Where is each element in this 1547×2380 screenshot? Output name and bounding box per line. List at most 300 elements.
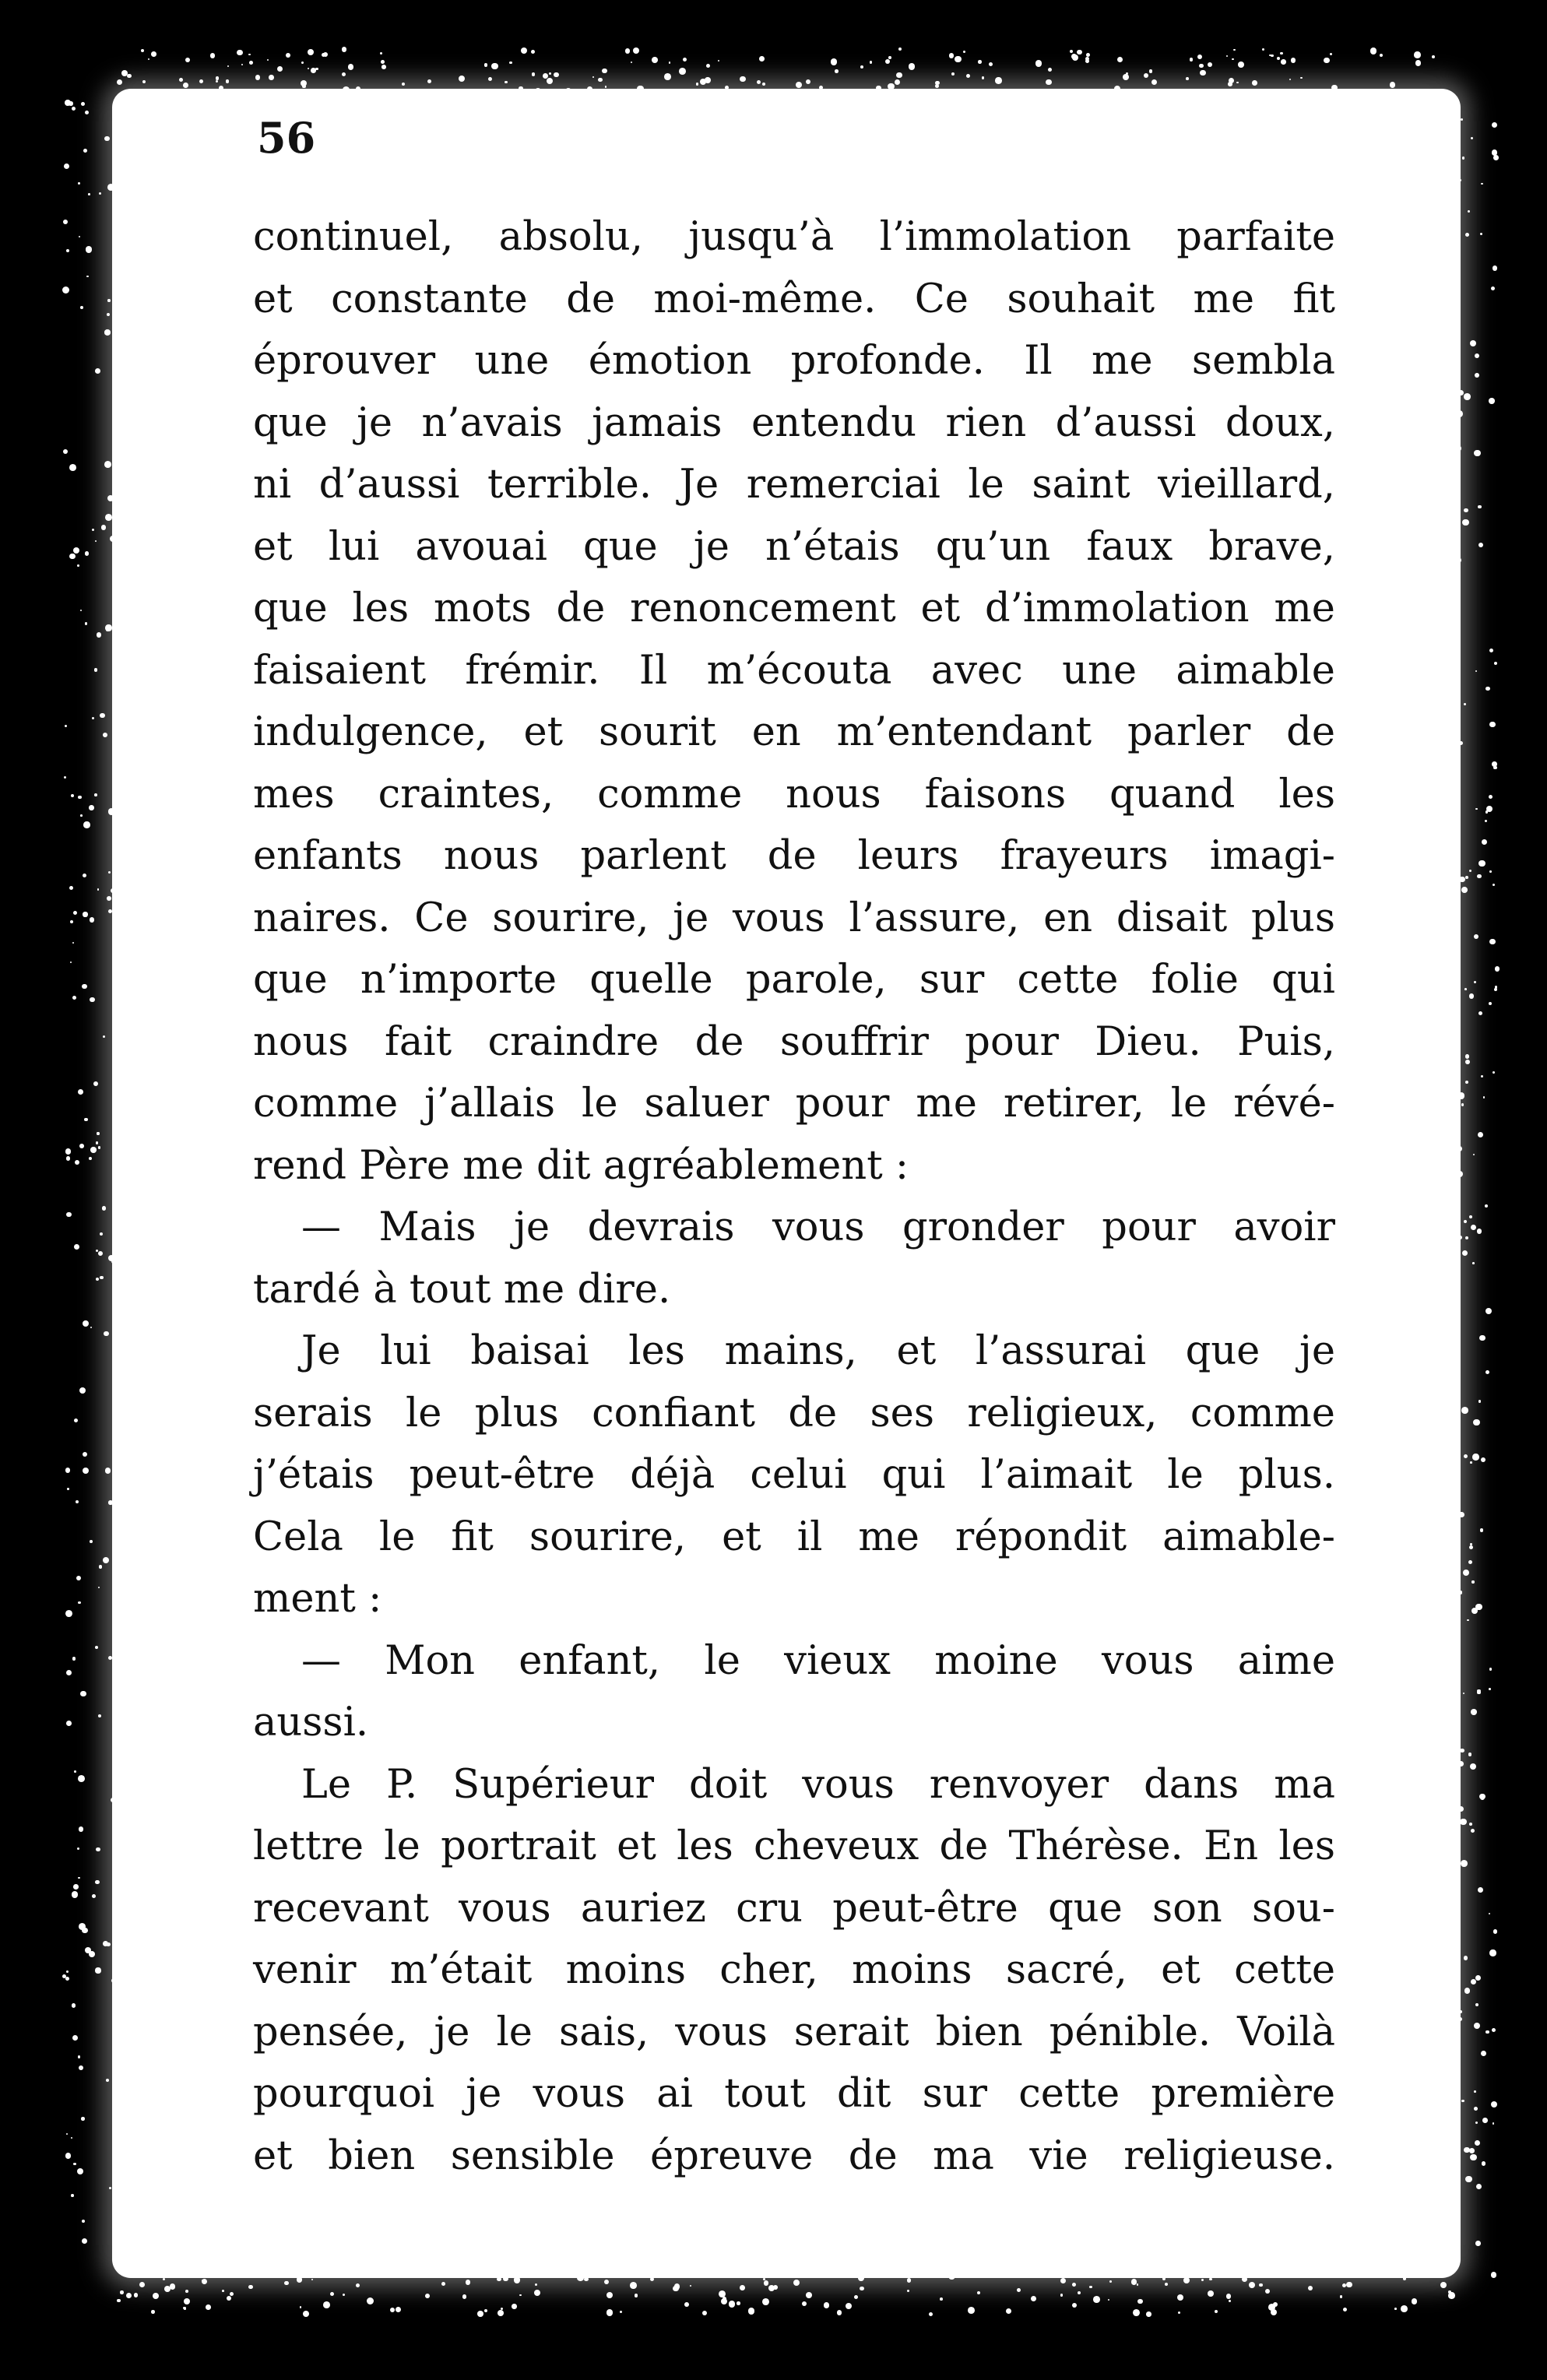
edge-speck	[1475, 1975, 1481, 1981]
edge-speck	[69, 554, 75, 559]
edge-speck	[179, 78, 183, 82]
edge-speck	[1489, 1002, 1492, 1005]
edge-speck	[1492, 2028, 1496, 2032]
edge-speck	[66, 1212, 72, 1218]
edge-speck	[1485, 810, 1488, 813]
edge-speck	[396, 2307, 401, 2312]
edge-speck	[683, 58, 687, 62]
edge-speck	[1238, 62, 1244, 68]
edge-speck	[1489, 1688, 1491, 1690]
edge-speck	[107, 495, 114, 501]
edge-speck	[1491, 2272, 1497, 2278]
edge-speck	[1469, 1215, 1472, 1218]
edge-speck	[1006, 2308, 1011, 2314]
edge-speck	[1070, 50, 1073, 53]
edge-speck	[101, 525, 106, 529]
page-number: 56	[257, 113, 316, 163]
text-line: ni d’aussi terrible. Je remerciai le saint vieillard,	[253, 462, 1335, 508]
edge-speck	[1459, 179, 1461, 181]
edge-speck	[148, 58, 149, 60]
edge-speck	[1493, 1929, 1497, 1933]
edge-speck	[1468, 1560, 1472, 1564]
edge-speck	[216, 76, 219, 79]
edge-speck	[80, 610, 82, 611]
edge-speck	[230, 2292, 234, 2296]
edge-speck	[1461, 887, 1468, 893]
edge-speck	[104, 1331, 108, 1336]
edge-speck	[858, 2275, 864, 2281]
text-line: naires. Ce sourire, je vous l’assure, en disait plus	[253, 895, 1335, 941]
edge-speck	[104, 136, 109, 141]
edge-speck	[824, 2302, 830, 2308]
edge-speck	[86, 276, 89, 278]
edge-speck	[1183, 2277, 1190, 2283]
edge-speck	[1457, 301, 1461, 304]
edge-speck	[286, 53, 290, 58]
edge-speck	[1489, 398, 1495, 404]
edge-speck	[1144, 73, 1148, 78]
edge-speck	[907, 2290, 909, 2292]
edge-speck	[142, 80, 146, 83]
edge-speck	[625, 48, 630, 53]
edge-speck	[80, 306, 83, 309]
edge-speck	[1465, 1060, 1470, 1064]
edge-speck	[535, 2283, 537, 2286]
edge-speck	[497, 2277, 501, 2282]
edge-speck	[1475, 2003, 1478, 2006]
edge-speck	[1475, 1604, 1482, 1610]
edge-speck	[90, 1327, 92, 1328]
body-text	[253, 206, 1335, 2187]
edge-speck	[484, 2309, 487, 2312]
edge-speck	[1370, 47, 1377, 54]
edge-speck	[1469, 870, 1471, 872]
text-line: mes craintes, comme nous faisons quand les	[253, 771, 1335, 817]
edge-speck	[1489, 722, 1495, 727]
edge-speck	[108, 871, 111, 874]
edge-speck	[477, 2311, 483, 2317]
edge-speck	[267, 59, 269, 61]
edge-speck	[95, 368, 100, 374]
edge-speck	[1197, 54, 1202, 59]
edge-speck	[1464, 988, 1467, 990]
edge-speck	[773, 2285, 778, 2290]
edge-speck	[1474, 2107, 1478, 2111]
edge-speck	[831, 58, 838, 65]
edge-speck	[269, 75, 273, 79]
edge-speck	[1471, 1580, 1474, 1583]
text-line: que les mots de renoncement et d’immolation me	[253, 585, 1335, 631]
edge-speck	[72, 996, 76, 1000]
edge-speck	[255, 75, 260, 79]
edge-speck	[71, 2137, 72, 2139]
edge-speck	[1440, 2282, 1447, 2289]
edge-speck	[107, 313, 110, 316]
edge-speck	[83, 821, 90, 828]
edge-speck	[77, 2168, 83, 2174]
edge-speck	[966, 74, 970, 78]
edge-speck	[86, 246, 93, 253]
edge-speck	[948, 2273, 955, 2280]
edge-speck	[65, 1610, 72, 1617]
edge-speck	[111, 1978, 116, 1983]
edge-speck	[1495, 986, 1497, 988]
edge-speck	[92, 529, 95, 532]
edge-speck	[249, 61, 253, 65]
edge-speck	[315, 68, 318, 71]
edge-speck	[554, 72, 558, 77]
edge-speck	[1456, 1107, 1461, 1113]
edge-speck	[982, 76, 985, 79]
edge-speck	[501, 2308, 503, 2310]
edge-speck	[684, 2302, 689, 2307]
edge-speck	[951, 72, 955, 76]
edge-speck	[1262, 48, 1265, 51]
edge-speck	[206, 2304, 211, 2310]
edge-speck	[1465, 233, 1469, 237]
edge-speck	[90, 917, 94, 922]
edge-speck	[82, 984, 87, 990]
edge-speck	[1489, 795, 1493, 799]
edge-speck	[1456, 410, 1463, 417]
edge-speck	[484, 63, 488, 67]
edge-speck	[995, 77, 1002, 84]
text-line: comme j’allais le saluer pour me retirer, le révé-	[253, 1081, 1335, 1127]
edge-speck	[66, 1970, 69, 1973]
edge-speck	[1462, 519, 1468, 526]
edge-speck	[160, 2276, 161, 2278]
edge-speck	[104, 329, 110, 335]
edge-speck	[78, 2055, 80, 2058]
edge-speck	[70, 961, 72, 964]
edge-speck	[757, 80, 761, 84]
edge-speck	[83, 149, 87, 153]
edge-speck	[92, 717, 94, 719]
edge-speck	[1457, 1146, 1462, 1151]
edge-speck	[99, 1565, 103, 1569]
text-line: Cela le fit sourire, et il me répondit aimable-	[253, 1513, 1335, 1560]
edge-speck	[1493, 2122, 1494, 2124]
edge-speck	[76, 1500, 79, 1503]
edge-speck	[90, 1147, 97, 1153]
edge-speck	[97, 888, 99, 890]
text-line: que je n’avais jamais entendu rien d’aussi doux,	[253, 399, 1335, 446]
edge-speck	[103, 733, 107, 737]
edge-speck	[367, 2297, 374, 2304]
edge-speck	[356, 86, 360, 91]
edge-speck	[793, 2280, 800, 2286]
edge-speck	[1491, 287, 1495, 290]
edge-speck	[519, 2294, 521, 2296]
edge-speck	[85, 111, 89, 114]
edge-speck	[1494, 988, 1497, 991]
edge-speck	[1089, 2286, 1092, 2289]
edge-speck	[1461, 1407, 1468, 1414]
edge-speck	[521, 47, 527, 54]
edge-speck	[77, 1847, 79, 1850]
edge-speck	[79, 1144, 84, 1148]
edge-speck	[1060, 2278, 1066, 2283]
edge-speck	[241, 64, 243, 65]
edge-speck	[606, 2292, 613, 2298]
edge-speck	[96, 1141, 98, 1144]
edge-speck	[514, 2276, 521, 2283]
edge-speck	[202, 2280, 204, 2282]
edge-speck	[75, 1160, 80, 1165]
text-line: continuel, absolu, jusqu’à l’immolation parfaite	[253, 214, 1335, 260]
edge-speck	[1464, 1454, 1468, 1458]
edge-speck	[1479, 1794, 1485, 1800]
edge-speck	[898, 47, 902, 51]
edge-speck	[532, 72, 535, 76]
edge-speck	[69, 464, 76, 471]
edge-speck	[835, 69, 839, 73]
edge-speck	[103, 1035, 105, 1038]
edge-speck	[592, 76, 594, 78]
edge-speck	[1340, 2295, 1343, 2298]
edge-speck	[1031, 2296, 1037, 2302]
edge-speck	[935, 81, 940, 86]
edge-speck	[120, 2290, 124, 2294]
text-line: Le P. Supérieur doit vous renvoyer dans ma	[301, 1761, 1335, 1808]
edge-speck	[1465, 1236, 1468, 1239]
edge-speck	[1414, 51, 1421, 58]
edge-speck	[1461, 1103, 1464, 1106]
edge-speck	[380, 52, 382, 54]
edge-speck	[184, 2298, 190, 2304]
edge-speck	[62, 287, 69, 294]
edge-speck	[100, 713, 104, 718]
edge-speck	[1493, 155, 1499, 160]
edge-speck	[1475, 2140, 1480, 2146]
edge-speck	[1401, 2305, 1408, 2312]
edge-speck	[1458, 1236, 1462, 1239]
edge-speck	[764, 2280, 768, 2285]
edge-speck	[602, 69, 607, 74]
edge-speck	[92, 1894, 96, 1898]
edge-speck	[1277, 57, 1280, 60]
edge-speck	[1146, 2311, 1151, 2316]
edge-speck	[1463, 1570, 1469, 1576]
edge-speck	[83, 912, 87, 916]
edge-speck	[1346, 2282, 1352, 2288]
edge-speck	[100, 1276, 103, 1279]
text-line: tardé à tout me dire.	[253, 1266, 671, 1313]
edge-speck	[1464, 1988, 1471, 1994]
edge-speck	[650, 2277, 654, 2281]
edge-speck	[1078, 2291, 1081, 2294]
edge-speck	[860, 65, 863, 69]
edge-speck	[284, 2281, 289, 2286]
edge-speck	[1481, 1075, 1483, 1078]
edge-speck	[1390, 82, 1396, 88]
edge-speck	[66, 1670, 72, 1675]
edge-speck	[940, 2297, 943, 2301]
edge-speck	[1464, 1956, 1468, 1960]
edge-speck	[806, 2292, 812, 2298]
edge-speck	[1077, 2273, 1081, 2277]
edge-speck	[1489, 649, 1493, 652]
edge-speck	[1471, 1709, 1477, 1715]
edge-speck	[1265, 2289, 1271, 2294]
edge-speck	[1060, 2294, 1063, 2296]
edge-speck	[108, 909, 112, 913]
edge-speck	[1458, 1512, 1464, 1518]
edge-speck	[85, 1947, 91, 1953]
edge-speck	[1475, 808, 1478, 810]
edge-speck	[303, 2311, 309, 2317]
edge-speck	[1289, 79, 1291, 80]
edge-speck	[664, 73, 671, 80]
edge-speck	[105, 624, 111, 631]
edge-speck	[1464, 703, 1466, 705]
edge-speck	[888, 83, 895, 90]
edge-speck	[762, 83, 766, 86]
edge-speck	[73, 547, 79, 554]
edge-speck	[1475, 353, 1479, 358]
edge-speck	[73, 911, 77, 915]
edge-speck	[94, 668, 98, 672]
edge-speck	[1178, 2311, 1180, 2314]
edge-speck	[1468, 1752, 1471, 1756]
edge-speck	[1177, 2294, 1184, 2301]
edge-speck	[72, 2035, 78, 2041]
edge-speck	[968, 2307, 975, 2314]
edge-speck	[390, 2308, 395, 2312]
text-line: lettre le portrait et les cheveux de Thérèse. En les	[253, 1823, 1335, 1869]
edge-speck	[1485, 820, 1487, 822]
edge-speck	[308, 49, 314, 55]
edge-speck	[696, 83, 699, 86]
edge-speck	[90, 1540, 93, 1543]
edge-speck	[1480, 1528, 1484, 1532]
edge-speck	[1330, 53, 1332, 55]
text-line: Je lui baisai les mains, et l’assurai que je	[301, 1328, 1335, 1374]
edge-speck	[78, 1775, 85, 1782]
edge-speck	[1331, 85, 1337, 90]
edge-speck	[1464, 393, 1471, 400]
edge-speck	[1469, 993, 1474, 998]
edge-speck	[83, 1468, 89, 1474]
edge-speck	[1109, 2280, 1113, 2283]
edge-speck	[1474, 2090, 1476, 2093]
edge-speck	[762, 2298, 769, 2305]
edge-speck	[1485, 1204, 1488, 1208]
edge-speck	[620, 2311, 622, 2313]
edge-speck	[1493, 265, 1497, 270]
edge-speck	[1117, 57, 1123, 62]
edge-speck	[718, 60, 719, 62]
edge-speck	[183, 2307, 185, 2309]
edge-speck	[1489, 1668, 1493, 1671]
edge-speck	[876, 86, 881, 91]
edge-speck	[690, 2285, 691, 2287]
edge-speck	[1461, 1860, 1468, 1867]
edge-speck	[83, 1320, 89, 1327]
edge-speck	[606, 2309, 614, 2316]
edge-speck	[105, 514, 112, 521]
edge-speck	[66, 1156, 70, 1160]
edge-speck	[1226, 2294, 1232, 2299]
text-line: indulgence, et sourit en m’entendant parler de	[253, 709, 1335, 755]
edge-speck	[498, 2310, 504, 2316]
edge-speck	[702, 2311, 707, 2315]
edge-speck	[85, 622, 87, 624]
edge-speck	[466, 2280, 471, 2285]
edge-speck	[1458, 1092, 1465, 1099]
edge-speck	[1460, 1819, 1467, 1826]
edge-speck	[1226, 55, 1229, 58]
edge-speck	[108, 808, 115, 815]
edge-speck	[330, 2292, 334, 2296]
edge-speck	[88, 193, 90, 195]
edge-speck	[1485, 1370, 1489, 1374]
edge-speck	[740, 2285, 745, 2290]
edge-speck	[1434, 2273, 1438, 2277]
edge-speck	[66, 249, 69, 252]
edge-speck	[1477, 874, 1482, 879]
edge-speck	[503, 2276, 508, 2281]
edge-speck	[1475, 373, 1479, 378]
edge-speck	[1492, 122, 1497, 128]
edge-speck	[343, 86, 350, 93]
edge-speck	[96, 1847, 100, 1851]
edge-speck	[577, 2274, 583, 2280]
edge-speck	[83, 1452, 87, 1457]
edge-speck	[1489, 939, 1496, 945]
edge-speck	[1280, 52, 1283, 55]
edge-speck	[78, 182, 80, 185]
edge-speck	[837, 2310, 842, 2315]
edge-speck	[85, 551, 89, 555]
edge-speck	[584, 2277, 589, 2282]
edge-speck	[71, 794, 74, 797]
edge-speck	[1200, 70, 1206, 76]
edge-speck	[1491, 2101, 1497, 2108]
edge-speck	[509, 62, 512, 64]
edge-speck	[1470, 1461, 1472, 1464]
edge-speck	[185, 2290, 188, 2293]
edge-speck	[1482, 839, 1487, 845]
edge-speck	[1072, 2303, 1077, 2308]
edge-speck	[1458, 1806, 1464, 1812]
edge-speck	[126, 2293, 132, 2298]
edge-speck	[1412, 2298, 1418, 2304]
edge-speck	[1493, 766, 1496, 769]
edge-speck	[1242, 2276, 1247, 2282]
edge-speck	[65, 1977, 69, 1981]
text-line: et lui avouai que je n’étais qu’un faux brave,	[253, 523, 1335, 570]
edge-speck	[1249, 2282, 1255, 2288]
edge-speck	[65, 725, 67, 727]
edge-speck	[103, 1557, 109, 1563]
edge-speck	[95, 1880, 100, 1885]
edge-speck	[635, 2294, 638, 2297]
edge-speck	[248, 54, 250, 55]
edge-speck	[1480, 233, 1482, 235]
edge-speck	[1252, 80, 1257, 86]
edge-speck	[630, 2282, 637, 2289]
edge-speck	[706, 64, 710, 68]
edge-speck	[97, 632, 101, 637]
text-line: que n’importe quelle parole, sur cette folie qui	[253, 957, 1335, 1003]
edge-speck	[311, 2279, 314, 2281]
edge-speck	[1072, 2283, 1076, 2287]
edge-speck	[955, 56, 961, 62]
edge-speck	[1380, 54, 1383, 57]
edge-speck	[127, 74, 131, 78]
edge-speck	[1470, 1543, 1472, 1545]
